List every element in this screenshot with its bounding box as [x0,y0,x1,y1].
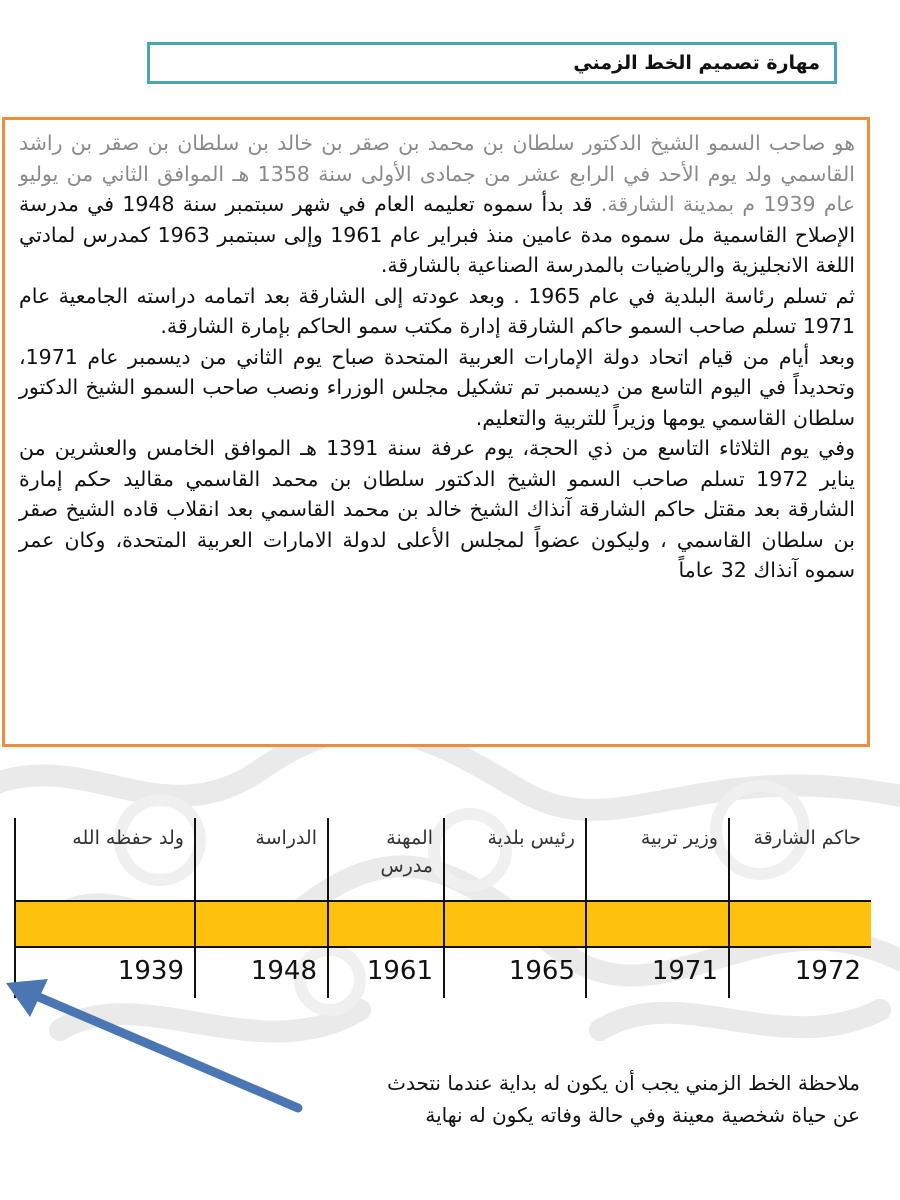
arrow-icon [0,975,320,1125]
timeline-labels-row [15,818,871,901]
timeline-year: 1972 [729,947,871,998]
timeline-year: 1961 [328,947,444,998]
timeline-label: الدراسة [195,818,328,901]
timeline-band-cell [444,901,586,947]
timeline-band-cell [15,901,195,947]
timeline-band [15,901,871,947]
biography-paragraph-1 [19,128,855,281]
note-line-2: عن حياة شخصية معينة وفي حالة وفاته يكون له نهاية [425,1103,860,1127]
timeline-label: وزير تربية [586,818,729,901]
timeline-table [14,818,871,998]
timeline-band-cell [328,901,444,947]
timeline-band-cell [729,901,871,947]
timeline-year: 1948 [195,947,328,998]
timeline-note [300,1067,860,1131]
timeline-year: 1939 [15,947,195,998]
timeline-year: 1965 [444,947,586,998]
biography-text-box [2,117,870,747]
timeline-band-cell [586,901,729,947]
timeline-label: رئيس بلدية [444,818,586,901]
page-title: مهارة تصميم الخط الزمني [147,42,837,84]
timeline-band-cell [195,901,328,947]
biography-paragraph-4: وفي يوم الثلاثاء التاسع من ذي الحجة، يوم عرفة سنة 1391 هـ الموافق الخامس والعشرين من يناير 1972 تسلم صاحب السمو الشيخ الدكتور سلطان بن محمد القاسمي مقاليد حكم إمارة الشارقة بعد مقتل حاكم الشارقة آنذاك الشيخ خالد بن محمد القاسمي بعد انقلاب قاده الشيخ صقر بن سلطان القاسمي ، وليكون عضواً لمجلس الأعلى لدولة الامارات العربية المتحدة، وكان عمر سموه آنذاك 32 عاماً [19,436,855,582]
note-line-1: ملاحظة الخط الزمني يجب أن يكون له بداية عندما نتحدث [387,1071,860,1095]
timeline-label: المهنة مدرس [328,818,444,901]
biography-intro-text: هو صاحب السمو الشيخ الدكتور سلطان بن محمد بن صقر بن خالد بن سلطان بن صقر بن راشد القاسمي ولد يوم الأحد في الرابع عشر من جمادى الأولى سنة 1358 هـ الموافق الثاني من يوليو عام 1939 م بمدينة الشارقة. [19,131,856,216]
biography-paragraph-2: ثم تسلم رئاسة البلدية في عام 1965 . وبعد عودته إلى الشارقة بعد اتمامه دراسته الجامعية عام 1971 تسلم صاحب السمو حاكم الشارقة إدارة مكتب سمو الحاكم بإمارة الشارقة. [19,283,855,338]
biography-paragraph-3: وبعد أيام من قيام اتحاد دولة الإمارات العربية المتحدة صباح يوم الثاني من ديسمبر عام 1971، وتحديداً في اليوم التاسع من ديسمبر تم تشكيل مجلس الوزراء ونصب صاحب السمو الشيخ الدكتور سلطان القاسمي يومها وزيراً للتربية والتعليم. [19,344,855,430]
timeline-label: حاكم الشارقة [729,818,871,901]
timeline-year: 1971 [586,947,729,998]
biography-education-text: قد بدأ سموه تعليمه العام في شهر سبتمبر سنة 1948 في مدرسة الإصلاح القاسمية مل سموه مدة عامين منذ فبراير عام 1961 وإلى سبتمبر 1963 كمدرس لمادتي اللغة الانجليزية والرياضيات بالمدرسة الصناعية بالشارقة. [19,192,856,277]
timeline-label: ولد حفظه الله [15,818,195,901]
